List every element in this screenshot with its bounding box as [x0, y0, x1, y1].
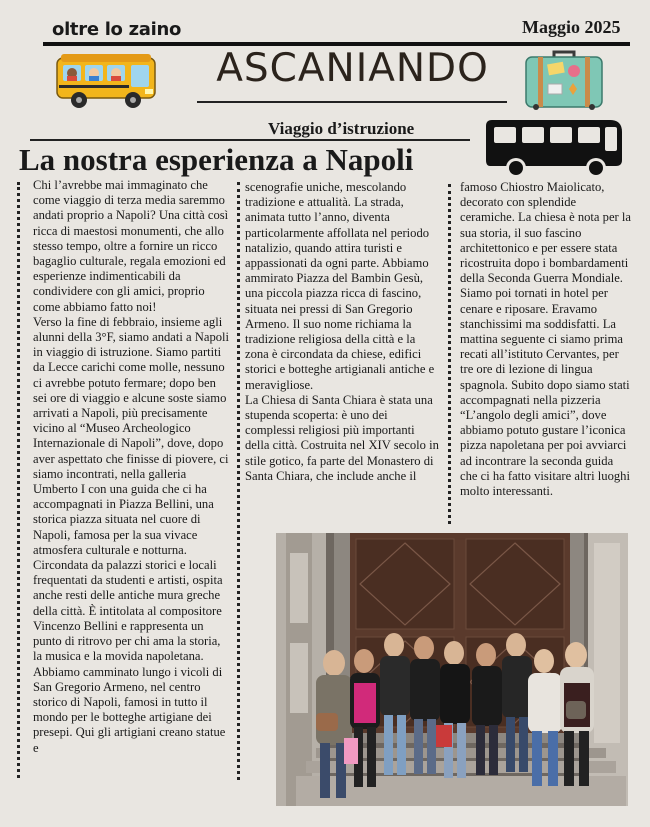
- suitcase-icon: [524, 49, 604, 111]
- column-name: oltre lo zaino: [52, 19, 182, 40]
- column-divider: [448, 184, 451, 524]
- article-headline: La nostra esperienza a Napoli: [19, 142, 414, 177]
- article-paragraph: La Chiesa di Santa Chiara è stata una stupenda scoperta: è uno dei complessi religiosi più importanti della città. Costruita nel XIV secolo in stile gotico, fa parte del Monastero di Santa Chiara, che include anche il: [245, 392, 439, 483]
- article-paragraph: famoso Chiostro Maiolicato, decorato con splendide ceramiche. La chiesa è nota per la sua storia, il suo fascino architettonico e per essere stata ricostruita dopo i bombardamenti della Seconda Guerra Mondiale.: [460, 180, 631, 286]
- section-label: Viaggio d’istruzione: [268, 119, 415, 138]
- article-column-3: [460, 180, 632, 499]
- bus-icon: [484, 116, 626, 180]
- article-paragraph: Verso la fine di febbraio, insieme agli alunni della 3°F, siamo andati a Napoli in viaggio di istruzione. Siamo partiti da Lecce carichi come molle, nessuno ci avrebbe potuto fermare; dopo ben sei ore di viaggio e alcune soste siamo arrivati a Napoli, più precisamente vicino al “Museo Archeologico Internazionale di Napoli”, dove, dopo aver aspettato che finisse di piovere, ci siamo incontrati, nella galleria Umberto I con una guida che ci ha accompagnati in Piazza Bellini, una storica piazza situata nel cuore di Napoli, famosa per la sua vivace atmosfera culturale e notturna. Circondata da palazzi storici e locali frequentati da studenti e artisti, ospita anche resti delle antiche mura greche della città. È intitolata al compositore Vincenzo Bellini e rappresenta un punto di ritrovo per chi ama la storia, la musica e la movida napoletana.: [33, 314, 230, 664]
- article-paragraph: Abbiamo camminato lungo i vicoli di San Gregorio Armeno, nel centro storico di Napoli, famosi in tutto il mondo per le botteghe artigiane dei presepi. Qui gli artigiani creano statue e: [33, 664, 226, 755]
- column-divider: [237, 182, 240, 780]
- title-underline: [197, 101, 507, 103]
- column-divider: [17, 182, 20, 778]
- article-paragraph: Chi l’avrebbe mai immaginato che come viaggio di terza media saremmo andati proprio a Napoli? Una città così ricca di maestosi monumenti, che allo stesso tempo, oltre a fornire un ricco bagaglio culturale, regala emozioni ed esperienze indimenticabili da condividere con gli amici, proprio come abbiamo fatto noi!: [33, 178, 229, 314]
- school-bus-icon: [55, 52, 159, 112]
- article-paragraph: Siamo poi tornati in hotel per cenare e riposare. Eravamo stanchissimi ma soddisfatti. La mattina seguente ci siamo prima recati all’istituto Cervantes, per tre ore di lezione di lingua spagnola. Subito dopo siamo stati accompagnati nella pizzeria “L’angolo degli amici”, dove abbiamo potuto gustare l’iconica pizza napoletana per poi avviarci ad incontrare la seconda guida che ci ha fatto visitare altri luoghi molto interessanti.: [460, 286, 630, 499]
- section-rule: [30, 139, 470, 141]
- issue-date: Maggio 2025: [522, 17, 621, 37]
- article-paragraph: scenografie uniche, mescolando tradizione e attualità. La strada, animata tutto l’anno, diventa particolarmente affollata nel periodo natalizio, quando attira turisti e appassionati da ogni parte. Abbiamo ammirato Piazza del Bambin Gesù, una piccola piazza ricca di fascino, situata nei pressi di San Gregorio Armeno. Il suo nome richiama la tradizione religiosa della città e la zona è circondata da chiese, edifici storici e botteghe artigianali antiche e meravigliose.: [245, 180, 435, 392]
- group-photo: [276, 533, 628, 806]
- article-column-1: [33, 178, 231, 756]
- newspaper-title: ASCANIANDO: [216, 46, 489, 91]
- article-column-2: [245, 180, 441, 484]
